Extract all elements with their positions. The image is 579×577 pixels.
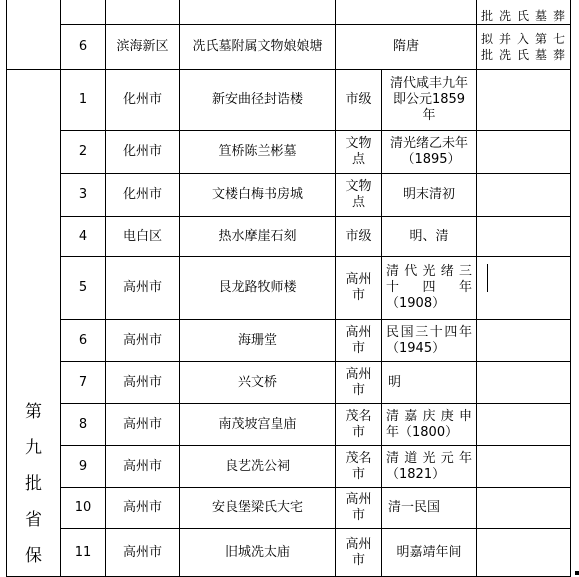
- cell-era: [382, 131, 477, 174]
- cell-name: 文楼白梅书房城: [180, 174, 336, 217]
- cell-era: 明末清初: [382, 174, 477, 217]
- era-line: 年（1800）: [386, 424, 459, 440]
- cell-name: 安良堡梁氏大宅: [180, 488, 336, 529]
- cell-note: [477, 446, 571, 488]
- cell-name: [180, 0, 336, 25]
- cell-note: [477, 257, 571, 320]
- cell-level: 高州市: [336, 362, 382, 404]
- cell-district: 高州市: [106, 529, 180, 577]
- cell-num: 11: [61, 529, 106, 577]
- table-row: [7, 320, 571, 362]
- cell-level: 茂名市: [336, 404, 382, 446]
- cell-level: 高州市: [336, 488, 382, 529]
- cell-era: [382, 320, 477, 362]
- cell-district: 高州市: [106, 320, 180, 362]
- cell-district: 滨海新区: [106, 25, 180, 70]
- cell-level: 文物点: [336, 174, 382, 217]
- note-line: 拟并入第七: [481, 32, 566, 46]
- table-row: [7, 446, 571, 488]
- cell-era: 明嘉靖年间: [382, 529, 477, 577]
- cell-era: [382, 257, 477, 320]
- cell-num: 3: [61, 174, 106, 217]
- cell-num: 2: [61, 131, 106, 174]
- era-line: 清嘉庆庚申: [386, 408, 472, 424]
- cell-num: 7: [61, 362, 106, 404]
- cell-note: [477, 217, 571, 257]
- cell-name: 热水摩崖石刻: [180, 217, 336, 257]
- category-char: 保: [25, 546, 42, 566]
- category-char: 批: [25, 474, 42, 494]
- category-char: 省: [25, 510, 42, 530]
- era-line: （1945）: [386, 340, 446, 356]
- cell-name: 海珊堂: [180, 320, 336, 362]
- cell-note: [477, 488, 571, 529]
- cell-level: 高州市: [336, 320, 382, 362]
- era-line: 清道光元年: [386, 450, 472, 466]
- cell-num: 5: [61, 257, 106, 320]
- era-line: 民国三十四年: [386, 324, 472, 340]
- table-row: [7, 362, 571, 404]
- cell-note: [477, 320, 571, 362]
- cell-note: [477, 70, 571, 131]
- cell-district: [106, 0, 180, 25]
- text-cursor: [487, 264, 488, 292]
- cell-district: 化州市: [106, 174, 180, 217]
- cell-note: 批冼氏墓葬: [477, 0, 571, 25]
- cell-level: 高州市: [336, 529, 382, 577]
- cell-name: 兴文桥: [180, 362, 336, 404]
- cell-num: 9: [61, 446, 106, 488]
- era-line: （1908）: [386, 296, 446, 311]
- table-row: [7, 70, 571, 131]
- era-line: （1821）: [386, 466, 446, 482]
- era-line: 清代光绪三: [386, 264, 472, 279]
- category-cell: [7, 70, 61, 577]
- category-char: 第: [25, 402, 42, 422]
- cell-era: [336, 0, 477, 25]
- table-row: [7, 131, 571, 174]
- cell-name: 良艺冼公祠: [180, 446, 336, 488]
- cell-district: 电白区: [106, 217, 180, 257]
- cell-num: 6: [61, 25, 106, 70]
- cell-district: 高州市: [106, 257, 180, 320]
- era-line: 十 四 年: [386, 280, 472, 295]
- table-row: [7, 217, 571, 257]
- cell-district: 高州市: [106, 488, 180, 529]
- cell-name: 艮龙路牧师楼: [180, 257, 336, 320]
- cell-name: 冼氏墓附属文物娘娘塘: [180, 25, 336, 70]
- cell-district: 高州市: [106, 446, 180, 488]
- cell-note: [477, 131, 571, 174]
- table-row: [7, 174, 571, 217]
- category-char: 九: [25, 438, 42, 458]
- era-line: 清光绪乙未年: [389, 136, 468, 151]
- cell-num: 6: [61, 320, 106, 362]
- cell-note: [477, 404, 571, 446]
- cell-note: [477, 25, 571, 70]
- cell-district: 高州市: [106, 404, 180, 446]
- cell-era: 隋唐: [336, 25, 477, 70]
- cell-num: 10: [61, 488, 106, 529]
- corner-mark: [575, 571, 579, 575]
- era-line: 年: [422, 108, 436, 123]
- cell-era: [382, 70, 477, 131]
- cell-num: [61, 0, 106, 25]
- era-line: （1895）: [401, 152, 461, 167]
- cell-era: 清一民国: [382, 488, 477, 529]
- cell-name: 旧城冼太庙: [180, 529, 336, 577]
- cell-district: 化州市: [106, 131, 180, 174]
- table-row: [7, 488, 571, 529]
- table-row: [7, 0, 571, 25]
- cell-level: 高州市: [336, 257, 382, 320]
- cell-era: 明: [382, 362, 477, 404]
- table-row: [7, 529, 571, 577]
- note-line: 批冼氏墓葬: [481, 48, 566, 62]
- cell-num: 8: [61, 404, 106, 446]
- era-line: 即公元1859: [392, 92, 466, 107]
- cell-level: 市级: [336, 217, 382, 257]
- cell-note: [477, 362, 571, 404]
- cell-level: 市级: [336, 70, 382, 131]
- table-row: [7, 25, 571, 70]
- cell-era: 明、清: [382, 217, 477, 257]
- cell-note: [477, 174, 571, 217]
- cell-era: [382, 404, 477, 446]
- cell-name: 南茂坡宫皇庙: [180, 404, 336, 446]
- cell-era: [382, 446, 477, 488]
- cell-name: 新安曲径封诰楼: [180, 70, 336, 131]
- cell-level: 文物点: [336, 131, 382, 174]
- category-cell-prev: [7, 0, 61, 70]
- era-line: 清代咸丰九年: [389, 76, 468, 91]
- cell-level: 茂名市: [336, 446, 382, 488]
- cell-num: 1: [61, 70, 106, 131]
- cell-district: 化州市: [106, 70, 180, 131]
- cell-district: 高州市: [106, 362, 180, 404]
- table-row: [7, 404, 571, 446]
- cell-num: 4: [61, 217, 106, 257]
- cell-name: 笪桥陈兰彬墓: [180, 131, 336, 174]
- table-row: [7, 257, 571, 320]
- cell-note: [477, 529, 571, 577]
